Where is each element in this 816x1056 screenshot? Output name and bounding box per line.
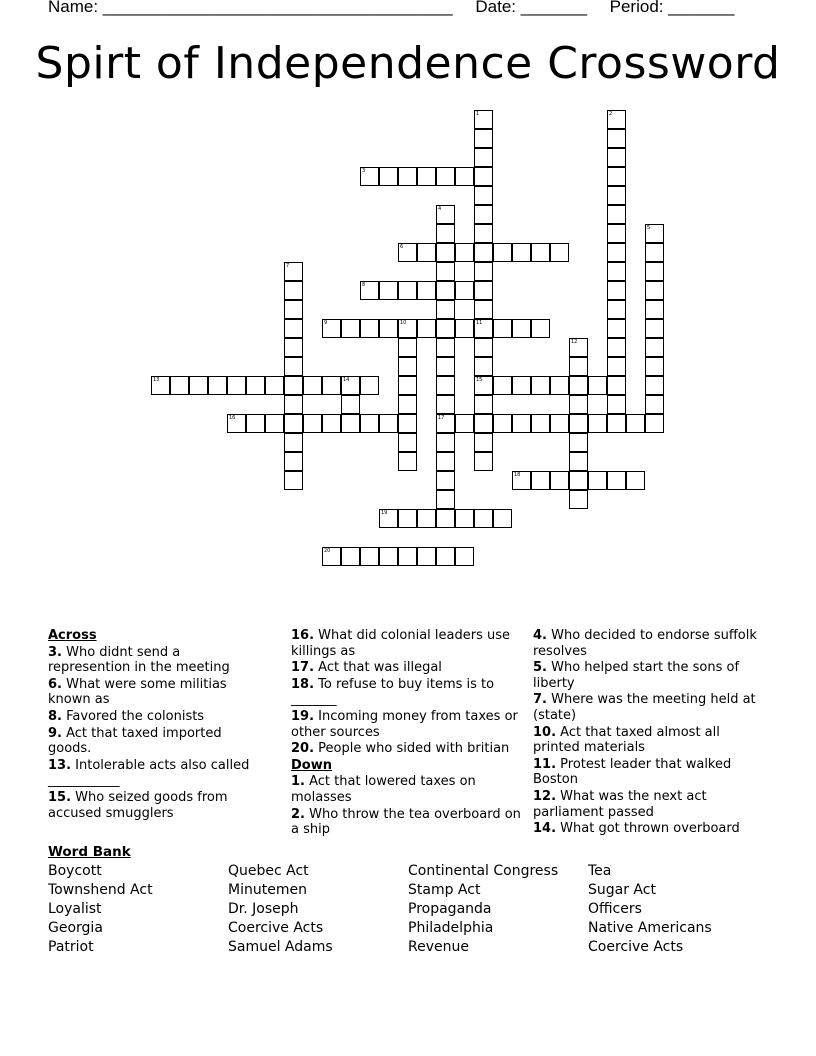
grid-cell[interactable] — [417, 319, 436, 338]
grid-cell[interactable] — [398, 376, 417, 395]
grid-cell[interactable] — [379, 281, 398, 300]
grid-cell[interactable] — [550, 471, 569, 490]
clue-text: Protest leader that walked Boston — [533, 756, 732, 788]
clue-number: 14. — [533, 821, 557, 837]
grid-cell[interactable] — [265, 376, 284, 395]
clue-text: Intolerable acts also called ___________ — [48, 757, 250, 789]
grid-cell[interactable] — [607, 167, 626, 186]
grid-number: 13 — [153, 377, 160, 383]
word-bank-item: Patriot — [48, 939, 94, 955]
grid-cell[interactable] — [436, 452, 455, 471]
grid-cell[interactable] — [379, 167, 398, 186]
clue-number: 9. — [48, 725, 62, 741]
grid-cell[interactable] — [189, 376, 208, 395]
across-clue — [291, 709, 523, 740]
grid-cell[interactable] — [607, 129, 626, 148]
grid-cell[interactable] — [512, 319, 531, 338]
grid-cell[interactable] — [512, 414, 531, 433]
clue-text: What were some militias known as — [48, 676, 227, 708]
grid-cell[interactable] — [569, 452, 588, 471]
grid-cell[interactable] — [455, 319, 474, 338]
grid-cell[interactable] — [569, 414, 588, 433]
clue-number: 11. — [533, 756, 557, 772]
grid-cell[interactable] — [284, 414, 303, 433]
grid-cell[interactable] — [531, 319, 550, 338]
grid-cell[interactable] — [246, 376, 265, 395]
clue-number: 5. — [533, 660, 547, 676]
grid-cell[interactable] — [474, 300, 493, 319]
clue-number: 1. — [291, 774, 305, 790]
grid-cell[interactable] — [493, 319, 512, 338]
grid-cell[interactable] — [341, 395, 360, 414]
word-bank-item: Sugar Act — [588, 882, 656, 898]
word-bank-item: Revenue — [408, 939, 469, 955]
grid-cell[interactable] — [379, 414, 398, 433]
word-bank-item: Propaganda — [408, 901, 492, 917]
grid-cell[interactable] — [417, 547, 436, 566]
down-heading: Down — [291, 757, 332, 773]
grid-cell[interactable] — [645, 338, 664, 357]
grid-cell[interactable] — [417, 167, 436, 186]
grid-cell[interactable] — [284, 357, 303, 376]
grid-cell[interactable] — [474, 205, 493, 224]
clue-text: Act that taxed imported goods. — [48, 725, 222, 757]
across-clue — [48, 726, 263, 757]
grid-cell[interactable] — [569, 433, 588, 452]
grid-cell[interactable] — [474, 281, 493, 300]
grid-cell[interactable] — [398, 281, 417, 300]
period-field[interactable]: Period: _______ — [609, 0, 735, 16]
across-clue — [291, 741, 523, 757]
word-bank-item: Minutemen — [228, 882, 307, 898]
grid-cell[interactable] — [284, 471, 303, 490]
across-clue — [48, 677, 263, 708]
grid-cell[interactable] — [607, 262, 626, 281]
grid-number: 15 — [476, 377, 483, 383]
grid-number: 9 — [324, 320, 328, 326]
grid-number: 5 — [647, 225, 651, 231]
grid-cell[interactable] — [455, 243, 474, 262]
grid-cell[interactable] — [360, 319, 379, 338]
grid-cell[interactable] — [303, 376, 322, 395]
grid-cell[interactable] — [645, 395, 664, 414]
clues-column-1 — [48, 628, 263, 822]
grid-cell[interactable] — [322, 414, 341, 433]
clue-text: Who helped start the sons of liberty — [533, 660, 740, 691]
down-clue — [533, 628, 758, 659]
grid-number: 17 — [438, 415, 445, 421]
grid-cell[interactable] — [360, 414, 379, 433]
clue-number: 7. — [533, 692, 547, 708]
grid-cell[interactable] — [474, 433, 493, 452]
grid-cell[interactable] — [436, 300, 455, 319]
grid-number: 4 — [438, 206, 442, 212]
grid-cell[interactable] — [455, 414, 474, 433]
grid-cell[interactable] — [531, 471, 550, 490]
word-bank-item: Officers — [588, 901, 642, 917]
grid-cell[interactable] — [474, 509, 493, 528]
grid-cell[interactable] — [398, 452, 417, 471]
grid-cell[interactable] — [474, 148, 493, 167]
clue-text: Where was the meeting held at (state) — [533, 692, 756, 723]
clue-text: What got thrown overboard — [556, 821, 740, 837]
clue-text: Incoming money from taxes or other sources — [291, 708, 518, 740]
word-bank-item: Coercive Acts — [228, 920, 324, 936]
grid-cell[interactable] — [474, 243, 493, 262]
grid-cell[interactable] — [607, 148, 626, 167]
grid-cell[interactable] — [607, 186, 626, 205]
word-bank-item: Loyalist — [48, 901, 102, 917]
grid-cell[interactable] — [398, 338, 417, 357]
grid-cell[interactable] — [607, 338, 626, 357]
grid-cell[interactable] — [284, 319, 303, 338]
grid-cell[interactable] — [645, 357, 664, 376]
grid-cell[interactable] — [379, 547, 398, 566]
grid-cell[interactable] — [569, 471, 588, 490]
grid-number: 12 — [571, 339, 578, 345]
clue-number: 20. — [291, 741, 315, 757]
grid-number: 20 — [324, 548, 331, 554]
grid-cell[interactable] — [284, 433, 303, 452]
word-bank-item: Stamp Act — [408, 882, 481, 898]
clue-number: 18. — [291, 676, 315, 692]
grid-number: 2 — [609, 111, 613, 117]
grid-cell[interactable] — [607, 224, 626, 243]
clue-number: 4. — [533, 628, 547, 643]
clue-number: 16. — [291, 628, 315, 643]
grid-number: 19 — [381, 510, 388, 516]
word-bank-heading: Word Bank — [48, 844, 131, 860]
clue-text: Act that taxed almost all printed materials — [533, 724, 720, 756]
clue-text: To refuse to buy items is to _______ — [291, 676, 495, 708]
grid-cell[interactable] — [398, 167, 417, 186]
grid-cell[interactable] — [474, 224, 493, 243]
down-clue — [533, 757, 758, 788]
across-clue — [48, 709, 263, 725]
page-title: Spirt of Independence Crossword — [35, 38, 781, 89]
clue-number: 17. — [291, 660, 315, 676]
grid-cell[interactable] — [398, 357, 417, 376]
across-clue — [291, 628, 523, 659]
grid-cell[interactable] — [493, 376, 512, 395]
word-bank-item: Native Americans — [588, 920, 712, 936]
grid-cell[interactable] — [474, 129, 493, 148]
grid-cell[interactable] — [569, 395, 588, 414]
grid-cell[interactable] — [284, 376, 303, 395]
grid-cell[interactable] — [284, 395, 303, 414]
word-bank — [48, 862, 768, 957]
grid-cell[interactable] — [645, 300, 664, 319]
grid-cell[interactable] — [436, 433, 455, 452]
grid-cell[interactable] — [398, 509, 417, 528]
grid-cell[interactable] — [436, 376, 455, 395]
grid-cell[interactable] — [436, 490, 455, 509]
word-bank-item: Quebec Act — [228, 863, 309, 879]
grid-cell[interactable] — [626, 414, 645, 433]
grid-cell[interactable] — [341, 414, 360, 433]
grid-cell[interactable] — [436, 357, 455, 376]
clues-column-3 — [533, 628, 758, 838]
grid-cell[interactable] — [341, 319, 360, 338]
clue-text: People who sided with britian — [314, 741, 510, 757]
grid-cell[interactable] — [607, 395, 626, 414]
grid-cell[interactable] — [493, 509, 512, 528]
grid-cell[interactable] — [284, 300, 303, 319]
clue-number: 15. — [48, 789, 72, 805]
grid-cell[interactable] — [265, 414, 284, 433]
clue-text: Who throw the tea overboard on a ship — [291, 806, 521, 838]
grid-cell[interactable] — [398, 414, 417, 433]
word-bank-item: Continental Congress — [408, 863, 559, 879]
clue-number: 3. — [48, 644, 62, 660]
grid-cell[interactable] — [436, 509, 455, 528]
grid-cell[interactable] — [493, 414, 512, 433]
grid-cell[interactable] — [398, 433, 417, 452]
clue-number: 19. — [291, 708, 315, 724]
grid-cell[interactable] — [626, 471, 645, 490]
grid-cell[interactable] — [455, 547, 474, 566]
grid-cell[interactable] — [645, 414, 664, 433]
grid-cell[interactable] — [322, 376, 341, 395]
grid-cell[interactable] — [417, 243, 436, 262]
word-bank-item: Townshend Act — [48, 882, 153, 898]
down-clue — [291, 807, 523, 838]
grid-cell[interactable] — [550, 243, 569, 262]
grid-cell[interactable] — [607, 281, 626, 300]
word-bank-item: Philadelphia — [408, 920, 494, 936]
grid-cell[interactable] — [170, 376, 189, 395]
down-clue — [533, 660, 758, 691]
grid-number: 7 — [286, 263, 290, 269]
clue-number: 8. — [48, 708, 62, 724]
clue-text: Favored the colonists — [61, 708, 205, 724]
grid-cell[interactable] — [588, 414, 607, 433]
grid-cell[interactable] — [512, 376, 531, 395]
clues-column-2 — [291, 628, 523, 839]
clue-number: 10. — [533, 724, 557, 740]
across-clue — [48, 790, 263, 821]
grid-cell[interactable] — [645, 376, 664, 395]
across-clue — [48, 758, 263, 789]
clue-number: 13. — [48, 757, 72, 773]
grid-cell[interactable] — [607, 205, 626, 224]
grid-number: 3 — [362, 168, 366, 174]
down-clue — [533, 692, 758, 723]
grid-cell[interactable] — [645, 281, 664, 300]
grid-cell[interactable] — [474, 338, 493, 357]
grid-cell[interactable] — [588, 376, 607, 395]
grid-cell[interactable] — [474, 167, 493, 186]
grid-cell[interactable] — [531, 243, 550, 262]
grid-cell[interactable] — [474, 357, 493, 376]
grid-cell[interactable] — [436, 471, 455, 490]
grid-cell[interactable] — [607, 471, 626, 490]
clue-text: Act that was illegal — [314, 660, 442, 676]
word-bank-item: Dr. Joseph — [228, 901, 299, 917]
clue-text: What was the next act parliament passed — [533, 788, 707, 820]
grid-cell[interactable] — [436, 224, 455, 243]
word-bank-item: Coercive Acts — [588, 939, 684, 955]
grid-cell[interactable] — [645, 319, 664, 338]
grid-cell[interactable] — [550, 376, 569, 395]
clue-number: 12. — [533, 788, 557, 804]
grid-number: 14 — [343, 377, 350, 383]
grid-cell[interactable] — [474, 452, 493, 471]
grid-cell[interactable] — [493, 243, 512, 262]
grid-cell[interactable] — [360, 547, 379, 566]
grid-cell[interactable] — [436, 338, 455, 357]
clue-number: 6. — [48, 676, 62, 692]
clue-text: Who didnt send a represention in the meeting — [48, 644, 230, 676]
grid-cell[interactable] — [398, 547, 417, 566]
grid-cell[interactable] — [436, 395, 455, 414]
grid-cell[interactable] — [607, 414, 626, 433]
grid-cell[interactable] — [284, 338, 303, 357]
clue-number: 2. — [291, 806, 305, 822]
grid-cell[interactable] — [550, 414, 569, 433]
name-field[interactable]: Name: _____________________________________ — [48, 0, 453, 16]
grid-cell[interactable] — [569, 357, 588, 376]
grid-cell[interactable] — [341, 547, 360, 566]
grid-cell[interactable] — [607, 300, 626, 319]
grid-cell[interactable] — [607, 376, 626, 395]
grid-cell[interactable] — [436, 243, 455, 262]
grid-cell[interactable] — [246, 414, 265, 433]
grid-cell[interactable] — [474, 186, 493, 205]
grid-cell[interactable] — [227, 376, 246, 395]
grid-number: 11 — [476, 320, 483, 326]
across-heading: Across — [48, 628, 97, 643]
grid-cell[interactable] — [455, 167, 474, 186]
grid-cell[interactable] — [474, 262, 493, 281]
grid-cell[interactable] — [303, 414, 322, 433]
across-clue — [48, 645, 263, 676]
grid-cell[interactable] — [531, 376, 550, 395]
grid-cell[interactable] — [474, 414, 493, 433]
grid-cell[interactable] — [645, 262, 664, 281]
clue-text: Who seized goods from accused smugglers — [48, 789, 228, 821]
grid-cell[interactable] — [436, 547, 455, 566]
grid-number: 1 — [476, 111, 480, 117]
grid-cell[interactable] — [360, 376, 379, 395]
word-bank-item: Georgia — [48, 920, 103, 936]
grid-number: 16 — [229, 415, 236, 421]
grid-cell[interactable] — [512, 243, 531, 262]
down-clue — [533, 789, 758, 820]
grid-cell[interactable] — [436, 167, 455, 186]
grid-cell[interactable] — [284, 452, 303, 471]
grid-cell[interactable] — [398, 395, 417, 414]
grid-cell[interactable] — [417, 509, 436, 528]
clue-text: Act that lowered taxes on molasses — [291, 774, 476, 805]
grid-cell[interactable] — [607, 319, 626, 338]
down-clue — [533, 725, 758, 756]
grid-number: 10 — [400, 320, 407, 326]
grid-cell[interactable] — [607, 357, 626, 376]
word-bank-item: Samuel Adams — [228, 939, 333, 955]
grid-cell[interactable] — [645, 243, 664, 262]
grid-cell[interactable] — [455, 509, 474, 528]
across-clue — [291, 660, 523, 676]
date-field[interactable]: Date: _______ — [475, 0, 587, 16]
grid-cell[interactable] — [588, 471, 607, 490]
grid-number: 18 — [514, 472, 521, 478]
grid-cell[interactable] — [455, 281, 474, 300]
word-bank-item: Tea — [588, 863, 612, 879]
clue-text: What did colonial leaders use killings as — [291, 628, 511, 659]
clue-text: Who decided to endorse suffolk resolves — [533, 628, 757, 659]
grid-cell[interactable] — [208, 376, 227, 395]
grid-number: 8 — [362, 282, 366, 288]
grid-cell[interactable] — [436, 262, 455, 281]
down-clue — [291, 774, 523, 805]
grid-cell[interactable] — [436, 319, 455, 338]
grid-cell[interactable] — [531, 414, 550, 433]
grid-cell[interactable] — [474, 395, 493, 414]
grid-cell[interactable] — [569, 376, 588, 395]
grid-cell[interactable] — [569, 490, 588, 509]
grid-cell[interactable] — [379, 319, 398, 338]
grid-cell[interactable] — [607, 243, 626, 262]
grid-cell[interactable] — [436, 281, 455, 300]
grid-cell[interactable] — [284, 281, 303, 300]
grid-cell[interactable] — [417, 281, 436, 300]
word-bank-item: Boycott — [48, 863, 102, 879]
grid-number: 6 — [400, 244, 404, 250]
across-clue — [291, 677, 523, 708]
down-clue — [533, 821, 758, 837]
